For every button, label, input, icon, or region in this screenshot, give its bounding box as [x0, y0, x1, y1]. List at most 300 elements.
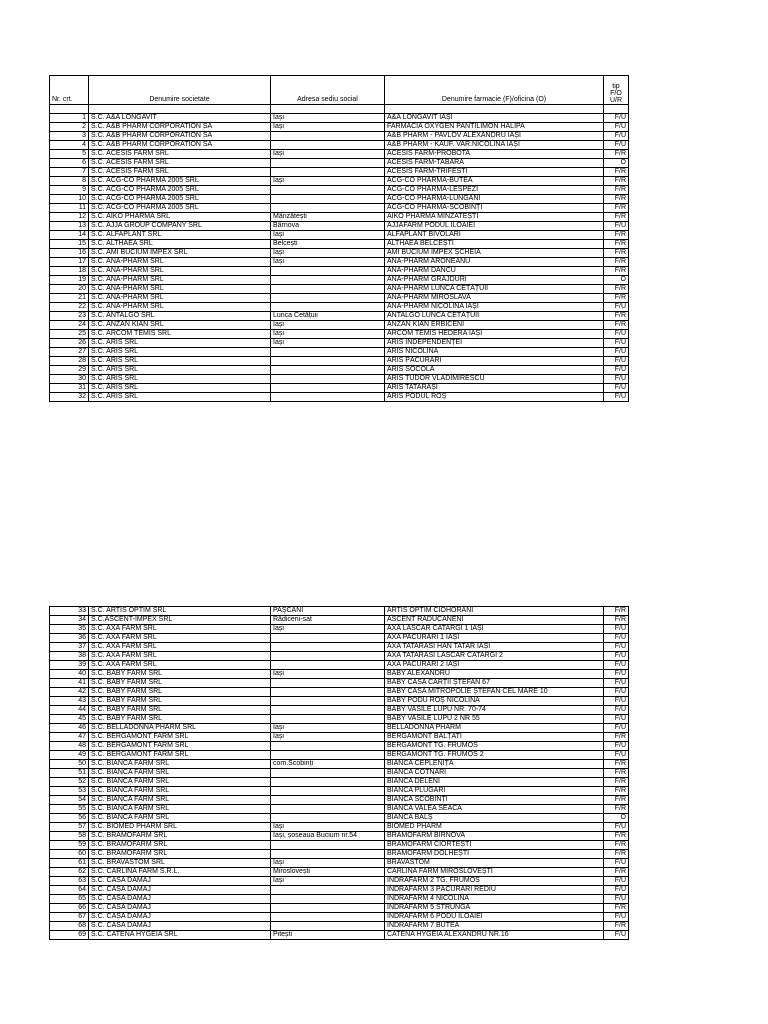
cell-farmacie: ARIS PĂCURARI: [385, 357, 604, 366]
cell-nr: 34: [50, 616, 89, 625]
cell-tip: F/U: [604, 114, 629, 123]
cell-societate: S.C. ARTIS OPTIM SRL: [89, 607, 271, 616]
table-body-2: [50, 607, 629, 940]
cell-nr: 22: [50, 303, 89, 312]
cell-societate: S.C. CATENA HYGEIA SRL: [89, 931, 271, 940]
table-row: [50, 339, 629, 348]
cell-nr: 24: [50, 321, 89, 330]
table-row: [50, 787, 629, 796]
cell-tip: F/R: [604, 769, 629, 778]
cell-adresa: [271, 303, 385, 312]
cell-adresa: [271, 706, 385, 715]
cell-societate: S.C. BIANCA FARM SRL: [89, 760, 271, 769]
cell-farmacie: ARIS NICOLINA: [385, 348, 604, 357]
cell-societate: S.C. ACESIS FARM SRL: [89, 150, 271, 159]
cell-tip: F/U: [604, 141, 629, 150]
cell-adresa: Miroslovești: [271, 868, 385, 877]
cell-tip: F/U: [604, 724, 629, 733]
cell-adresa: Iași: [271, 859, 385, 868]
cell-nr: 60: [50, 850, 89, 859]
cell-adresa: [271, 375, 385, 384]
cell-societate: S.C. ACG-CO PHARMA 2005 SRL: [89, 186, 271, 195]
cell-societate: S.C. AXA FARM SRL: [89, 661, 271, 670]
cell-societate: S.C. AXA FARM SRL: [89, 643, 271, 652]
cell-nr: 47: [50, 733, 89, 742]
cell-adresa: com.Scobinți: [271, 760, 385, 769]
cell-societate: S.C. AXA FARM SRL: [89, 652, 271, 661]
cell-farmacie: ARTIS OPTIM CIOHORANI: [385, 607, 604, 616]
cell-farmacie: ALTHAEA BELCEȘTI: [385, 240, 604, 249]
cell-adresa: Bârnova: [271, 222, 385, 231]
cell-tip: F/R: [604, 258, 629, 267]
cell-tip: F/R: [604, 204, 629, 213]
cell-nr: 41: [50, 679, 89, 688]
cell-adresa: [271, 697, 385, 706]
table-row: [50, 375, 629, 384]
cell-societate: S.C. BABY FARM SRL: [89, 679, 271, 688]
cell-nr: 68: [50, 922, 89, 931]
cell-nr: 43: [50, 697, 89, 706]
cell-tip: O: [604, 159, 629, 168]
cell-adresa: [271, 294, 385, 303]
cell-nr: 51: [50, 769, 89, 778]
cell-nr: 6: [50, 159, 89, 168]
table-row: [50, 688, 629, 697]
cell-nr: 61: [50, 859, 89, 868]
cell-farmacie: ANA-PHARM MIROSLAVA: [385, 294, 604, 303]
cell-tip: F/U: [604, 393, 629, 402]
cell-farmacie: BABY CASA CĂRȚII ȘTEFAN 67: [385, 679, 604, 688]
cell-nr: 8: [50, 177, 89, 186]
cell-adresa: [271, 787, 385, 796]
table-body-1: [50, 114, 629, 402]
cell-adresa: Iași: [271, 231, 385, 240]
cell-adresa: [271, 643, 385, 652]
cell-societate: S.C. BIOMED PHARM SRL: [89, 823, 271, 832]
cell-tip: F/U: [604, 913, 629, 922]
header-tip-line3: U/R: [609, 97, 623, 104]
cell-farmacie: BIANCA DELENI: [385, 778, 604, 787]
table-row: [50, 868, 629, 877]
header-tip-line2: F/O: [610, 90, 622, 97]
table-row: [50, 285, 629, 294]
cell-adresa: [271, 661, 385, 670]
cell-adresa: Mânzătești: [271, 213, 385, 222]
cell-tip: F/U: [604, 931, 629, 940]
cell-tip: F/R: [604, 841, 629, 850]
cell-farmacie: BIANCA VALEA SEACA: [385, 805, 604, 814]
cell-nr: 50: [50, 760, 89, 769]
cell-adresa: [271, 751, 385, 760]
cell-tip: F/R: [604, 850, 629, 859]
cell-tip: F/U: [604, 661, 629, 670]
cell-adresa: Iași: [271, 114, 385, 123]
cell-societate: S.C. BIANCA FARM SRL: [89, 778, 271, 787]
cell-tip: F/R: [604, 778, 629, 787]
header-row: [50, 76, 629, 105]
table-row: [50, 904, 629, 913]
table-row: [50, 832, 629, 841]
table-row: [50, 195, 629, 204]
table-row: [50, 186, 629, 195]
cell-adresa: Lunca Cetățuii: [271, 312, 385, 321]
cell-farmacie: INDRAFARM 5 STRUNGA: [385, 904, 604, 913]
table-row: [50, 348, 629, 357]
cell-adresa: Belcești: [271, 240, 385, 249]
cell-nr: 27: [50, 348, 89, 357]
cell-adresa: [271, 886, 385, 895]
cell-tip: F/R: [604, 868, 629, 877]
cell-adresa: Iași: [271, 733, 385, 742]
cell-societate: S.C. ANA-PHARM SRL: [89, 258, 271, 267]
cell-tip: F/U: [604, 886, 629, 895]
cell-adresa: Iași: [271, 258, 385, 267]
cell-nr: 66: [50, 904, 89, 913]
cell-societate: S.C. ALTHAEA SRL: [89, 240, 271, 249]
cell-adresa: [271, 742, 385, 751]
cell-societate: S.C. A&A LONGAVIT: [89, 114, 271, 123]
cell-nr: 53: [50, 787, 89, 796]
cell-adresa: Iași: [271, 670, 385, 679]
cell-societate: S.C. BRAVASTOM SRL: [89, 859, 271, 868]
cell-tip: F/R: [604, 195, 629, 204]
cell-nr: 3: [50, 132, 89, 141]
cell-nr: 57: [50, 823, 89, 832]
cell-farmacie: BERGAMONT TG. FRUMOS: [385, 742, 604, 751]
table-row: [50, 303, 629, 312]
table-row: [50, 625, 629, 634]
cell-farmacie: ARIS SOCOLA: [385, 366, 604, 375]
cell-farmacie: A&A LONGAVIT IAȘI: [385, 114, 604, 123]
cell-adresa: Iași: [271, 625, 385, 634]
cell-tip: F/U: [604, 634, 629, 643]
table-row: [50, 267, 629, 276]
cell-nr: 39: [50, 661, 89, 670]
table-row: [50, 895, 629, 904]
cell-farmacie: ANTALGO LUNCA CETĂȚUII: [385, 312, 604, 321]
cell-farmacie: INDRAFARM 4 NICOLINA: [385, 895, 604, 904]
cell-tip: F/U: [604, 679, 629, 688]
cell-nr: 26: [50, 339, 89, 348]
table-row: [50, 114, 629, 123]
cell-societate: S.C. BERGAMONT FARM SRL: [89, 742, 271, 751]
cell-farmacie: ACG-CO PHARMA-SCOBINȚI: [385, 204, 604, 213]
cell-nr: 14: [50, 231, 89, 240]
cell-societate: S.C. CASA DAMAJ: [89, 913, 271, 922]
cell-societate: S.C. AMI BUCIUM IMPEX SRL: [89, 249, 271, 258]
cell-farmacie: ANA-PHARM NICOLINA IAȘI: [385, 303, 604, 312]
cell-adresa: Iași: [271, 249, 385, 258]
cell-nr: 17: [50, 258, 89, 267]
cell-farmacie: ACESIS FARM-TRIFESTI: [385, 168, 604, 177]
cell-nr: 42: [50, 688, 89, 697]
cell-adresa: [271, 348, 385, 357]
cell-nr: 2: [50, 123, 89, 132]
cell-nr: 49: [50, 751, 89, 760]
cell-tip: F/U: [604, 357, 629, 366]
cell-societate: S.C. AXA FARM SRL: [89, 625, 271, 634]
table-row: [50, 249, 629, 258]
cell-adresa: [271, 769, 385, 778]
cell-adresa: [271, 357, 385, 366]
cell-societate: S.C.ASCENT-IMPEX SRL: [89, 616, 271, 625]
cell-tip: F/R: [604, 616, 629, 625]
table-row: [50, 697, 629, 706]
cell-societate: S.C. CASA DAMAJ: [89, 877, 271, 886]
cell-societate: S.C. AIKO PHARMA SRL: [89, 213, 271, 222]
cell-societate: S.C. BIANCA FARM SRL: [89, 814, 271, 823]
cell-farmacie: CATENA HYGEIA ALEXANDRU NR.16: [385, 931, 604, 940]
cell-adresa: [271, 904, 385, 913]
cell-tip: F/U: [604, 688, 629, 697]
cell-societate: S.C. ACG-CO PHARMA 2005 SRL: [89, 177, 271, 186]
header-denumire: Denumire societate: [89, 76, 271, 105]
cell-societate: S.C. BABY FARM SRL: [89, 670, 271, 679]
cell-adresa: Iași: [271, 330, 385, 339]
cell-nr: 29: [50, 366, 89, 375]
cell-societate: S.C. ACESIS FARM SRL: [89, 168, 271, 177]
table-row: [50, 393, 629, 402]
cell-adresa: Iași: [271, 823, 385, 832]
table-row: [50, 913, 629, 922]
table-row: [50, 760, 629, 769]
table-row: [50, 366, 629, 375]
cell-farmacie: A&B PHARM - KAUF. VAR.NICOLINA IAȘI: [385, 141, 604, 150]
table-row: [50, 661, 629, 670]
cell-adresa: [271, 679, 385, 688]
pharmacy-table-part-1: [49, 75, 629, 402]
table-row: [50, 150, 629, 159]
cell-societate: S.C. BRAMOFARM SRL: [89, 832, 271, 841]
cell-adresa: [271, 366, 385, 375]
cell-societate: S.C. BIANCA FARM SRL: [89, 796, 271, 805]
cell-societate: S.C. BIANCA FARM SRL: [89, 805, 271, 814]
cell-adresa: Iași: [271, 877, 385, 886]
cell-societate: S.C. BRAMOFARM SRL: [89, 850, 271, 859]
cell-nr: 25: [50, 330, 89, 339]
cell-societate: S.C. ANZAN KIAN SRL: [89, 321, 271, 330]
cell-nr: 15: [50, 240, 89, 249]
header-nr: Nr. crt.: [50, 76, 89, 105]
cell-farmacie: ACG-CO PHARMA-LESPEZI: [385, 186, 604, 195]
cell-adresa: PAȘCANI: [271, 607, 385, 616]
cell-societate: S.C. CASA DAMAJ: [89, 895, 271, 904]
cell-societate: S.C. BABY FARM SRL: [89, 706, 271, 715]
cell-farmacie: ARCOM TEMIS HEDERA IAȘI: [385, 330, 604, 339]
cell-adresa: [271, 168, 385, 177]
cell-farmacie: BIOMED PHARM: [385, 823, 604, 832]
cell-tip: F/R: [604, 267, 629, 276]
table-row: [50, 796, 629, 805]
table-row: [50, 715, 629, 724]
table-row: [50, 769, 629, 778]
cell-nr: 11: [50, 204, 89, 213]
cell-societate: S.C. A&B PHARM CORPORATION SA: [89, 123, 271, 132]
cell-societate: S.C. ANA-PHARM SRL: [89, 267, 271, 276]
cell-nr: 30: [50, 375, 89, 384]
cell-farmacie: INDRAFARM 2 TG. FRUMOS: [385, 877, 604, 886]
cell-tip: O: [604, 814, 629, 823]
cell-farmacie: BERGAMONT TG. FRUMOS 2: [385, 751, 604, 760]
cell-societate: S.C. ARIS SRL: [89, 393, 271, 402]
cell-tip: F/U: [604, 652, 629, 661]
table-row: [50, 294, 629, 303]
cell-adresa: [271, 267, 385, 276]
cell-adresa: [271, 895, 385, 904]
cell-nr: 18: [50, 267, 89, 276]
cell-farmacie: CARLINA FARM MIROSLOVEȘTI: [385, 868, 604, 877]
cell-adresa: [271, 141, 385, 150]
cell-farmacie: ANA-PHARM LUNCA CETĂȚUII: [385, 285, 604, 294]
table-row: [50, 724, 629, 733]
cell-nr: 58: [50, 832, 89, 841]
cell-societate: S.C. ANA-PHARM SRL: [89, 294, 271, 303]
cell-societate: S.C. CASA DAMAJ: [89, 904, 271, 913]
cell-societate: S.C. CASA DAMAJ: [89, 886, 271, 895]
cell-societate: S.C. CASA DAMAJ: [89, 922, 271, 931]
table-row: [50, 706, 629, 715]
table-row: [50, 823, 629, 832]
cell-nr: 44: [50, 706, 89, 715]
table-row: [50, 643, 629, 652]
cell-nr: 64: [50, 886, 89, 895]
cell-farmacie: ARIS TUDOR VLADIMIRESCU: [385, 375, 604, 384]
cell-farmacie: BERGAMONT BALȚATI: [385, 733, 604, 742]
cell-adresa: Iași: [271, 339, 385, 348]
cell-nr: 16: [50, 249, 89, 258]
cell-tip: F/R: [604, 213, 629, 222]
cell-tip: F/R: [604, 796, 629, 805]
cell-nr: 69: [50, 931, 89, 940]
cell-farmacie: BELLADONNA PHARM: [385, 724, 604, 733]
cell-farmacie: BABY CASA MITROPOLIE ȘTEFAN CEL MARE 10: [385, 688, 604, 697]
cell-farmacie: BRAMOFARM DOLHEȘTI: [385, 850, 604, 859]
cell-adresa: Rădiceni-sat: [271, 616, 385, 625]
table-row: [50, 742, 629, 751]
cell-nr: 36: [50, 634, 89, 643]
cell-farmacie: BRAMOFARM CIORTEȘTI: [385, 841, 604, 850]
cell-nr: 21: [50, 294, 89, 303]
cell-farmacie: BRAVASTOM: [385, 859, 604, 868]
table-row: [50, 330, 629, 339]
table-row: [50, 177, 629, 186]
cell-tip: F/R: [604, 787, 629, 796]
cell-nr: 28: [50, 357, 89, 366]
table-row: [50, 922, 629, 931]
cell-nr: 67: [50, 913, 89, 922]
cell-societate: S.C. BERGAMONT FARM SRL: [89, 751, 271, 760]
cell-nr: 46: [50, 724, 89, 733]
header-adresa: Adresa sediu social: [271, 76, 385, 105]
cell-tip: F/U: [604, 859, 629, 868]
cell-tip: F/U: [604, 823, 629, 832]
cell-adresa: [271, 393, 385, 402]
cell-adresa: Iași: [271, 177, 385, 186]
cell-nr: 32: [50, 393, 89, 402]
table-row: [50, 616, 629, 625]
table-row: [50, 634, 629, 643]
cell-adresa: [271, 814, 385, 823]
cell-farmacie: BIANCA SCOBINȚI: [385, 796, 604, 805]
table-row: [50, 850, 629, 859]
cell-farmacie: INDRAFARM 6 PODU ILOAIEI: [385, 913, 604, 922]
cell-nr: 12: [50, 213, 89, 222]
cell-adresa: Iași: [271, 724, 385, 733]
cell-tip: F/U: [604, 742, 629, 751]
cell-societate: S.C. ARCOM TEMIS SRL: [89, 330, 271, 339]
cell-tip: F/U: [604, 222, 629, 231]
cell-tip: F/R: [604, 321, 629, 330]
cell-farmacie: ACESIS FARM-PROBOTA: [385, 150, 604, 159]
cell-societate: S.C. BABY FARM SRL: [89, 688, 271, 697]
cell-societate: S.C. ARIS SRL: [89, 384, 271, 393]
table-row: [50, 652, 629, 661]
cell-farmacie: ANA-PHARM ARONEANU: [385, 258, 604, 267]
table-row: [50, 877, 629, 886]
cell-adresa: [271, 195, 385, 204]
cell-nr: 40: [50, 670, 89, 679]
cell-farmacie: ANA-PHARM DANCU: [385, 267, 604, 276]
cell-societate: S.C. ANTALGO SRL: [89, 312, 271, 321]
cell-adresa: [271, 850, 385, 859]
cell-farmacie: BABY ALEXANDRU: [385, 670, 604, 679]
table-row: [50, 258, 629, 267]
cell-nr: 23: [50, 312, 89, 321]
cell-farmacie: ANA-PHARM GRAJDURI: [385, 276, 604, 285]
cell-farmacie: ARIS PODUL ROȘ: [385, 393, 604, 402]
cell-farmacie: AXA PACURARI 1 IAȘI: [385, 634, 604, 643]
table-row: [50, 841, 629, 850]
header-farmacie: Denumire farmacie (F)/oficina (O): [385, 76, 604, 105]
table-row: [50, 607, 629, 616]
table-row: [50, 357, 629, 366]
cell-tip: F/U: [604, 366, 629, 375]
cell-nr: 65: [50, 895, 89, 904]
header-tip-line1: tip: [612, 83, 620, 90]
cell-farmacie: BRAMOFARM BIRNOVA: [385, 832, 604, 841]
cell-tip: F/U: [604, 303, 629, 312]
blank-row: [50, 105, 629, 114]
cell-nr: 10: [50, 195, 89, 204]
cell-tip: F/R: [604, 240, 629, 249]
cell-farmacie: ACG-CO PHARMA-BUTEA: [385, 177, 604, 186]
cell-adresa: Iași: [271, 123, 385, 132]
cell-nr: 55: [50, 805, 89, 814]
cell-adresa: [271, 778, 385, 787]
cell-societate: S.C. A&B PHARM CORPORATION SA: [89, 141, 271, 150]
cell-adresa: [271, 159, 385, 168]
cell-farmacie: ALFAPLANT BIVOLARI: [385, 231, 604, 240]
cell-adresa: [271, 384, 385, 393]
cell-societate: S.C. BRAMOFARM SRL: [89, 841, 271, 850]
cell-farmacie: BIANCA COTNARI: [385, 769, 604, 778]
cell-farmacie: AXA PACURARI 2 IAȘI: [385, 661, 604, 670]
cell-adresa: [271, 688, 385, 697]
cell-tip: F/U: [604, 877, 629, 886]
cell-farmacie: AMI BUCIUM IMPEX ȘCHEIA: [385, 249, 604, 258]
cell-tip: F/U: [604, 670, 629, 679]
cell-societate: S.C. ACG-CO PHARMA 2005 SRL: [89, 195, 271, 204]
cell-societate: S.C. ANA-PHARM SRL: [89, 276, 271, 285]
cell-nr: 62: [50, 868, 89, 877]
cell-adresa: [271, 186, 385, 195]
cell-nr: 52: [50, 778, 89, 787]
cell-farmacie: A&B PHARM - PAVLOV ALEXANDRU IAȘI: [385, 132, 604, 141]
cell-adresa: [271, 796, 385, 805]
cell-nr: 20: [50, 285, 89, 294]
cell-tip: F/U: [604, 751, 629, 760]
cell-tip: F/U: [604, 123, 629, 132]
